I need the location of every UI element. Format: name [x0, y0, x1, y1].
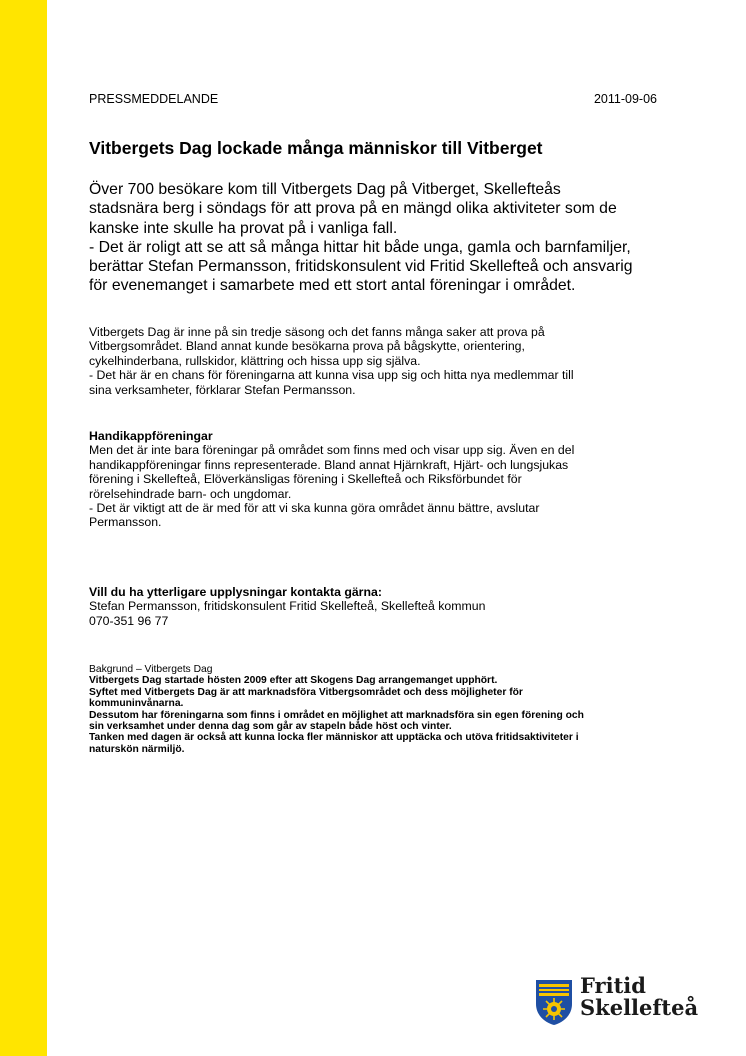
document-header	[89, 92, 657, 106]
lead-line: Över 700 besökare kom till Vitbergets Dag på Vitberget, Skellefteås	[89, 181, 561, 198]
body-line: Vitbergsområdet. Bland annat kunde besökarna prova på bågskytte, orientering,	[89, 339, 525, 354]
lead-paragraph	[89, 180, 659, 296]
lead-line: berättar Stefan Permansson, fritidskonsulent vid Fritid Skellefteå och ansvarig	[89, 258, 633, 276]
document-date: 2011-09-06	[593, 92, 657, 106]
yellow-side-stripe	[0, 0, 47, 1056]
background-line: sin verksamhet under denna dag som går av stapeln både höst och vinter.	[89, 721, 452, 733]
section-line: Men det är inte bara föreningar på området som finns med och visar upp sig. Även en del	[89, 443, 575, 458]
lead-line: stadsnära berg i söndags för att prova på en mängd olika aktiviteter som de	[89, 200, 617, 218]
logo-line-1: Fritid	[580, 973, 646, 998]
body-line: cykelhinderbana, rullskidor, klättring och hissa upp sig själva.	[89, 353, 421, 368]
contact-phone: 070-351 96 77	[89, 613, 169, 628]
background-line: kommuninvånarna.	[89, 698, 184, 710]
background-line: Syftet med Vitbergets Dag är att marknadsföra Vitbergsområdet och dess möjligheter för	[89, 686, 523, 698]
lead-line: - Det är roligt att se att så många hittar hit både unga, gamla och barnfamiljer,	[89, 238, 631, 256]
contact-block	[89, 585, 659, 628]
section-line: - Det är viktigt att de är med för att vi ska kunna göra området ännu bättre, avslutar	[89, 501, 540, 516]
lead-line: kanske inte skulle ha provat på i vanliga fall.	[89, 219, 398, 237]
section-line: handikappföreningar finns representerade. Bland annat Hjärnkraft, Hjärt- och lungsjukas	[89, 457, 569, 472]
background-line: Vitbergets Dag startade hösten 2009 efter att Skogens Dag arrangemanget upphört.	[89, 675, 498, 687]
background-line: naturskön närmiljö.	[89, 743, 185, 755]
contact-person: Stefan Permansson, fritidskonsulent Fritid Skellefteå, Skellefteå kommun	[89, 599, 486, 614]
background-line: Tanken med dagen är också att kunna locka fler människor att upptäcka och utöva fritidsaktiviteter i	[89, 732, 579, 744]
section-line: rörelsehindrade barn- och ungdomar.	[89, 486, 292, 501]
section-handikapp	[89, 429, 659, 530]
section-line: Permansson.	[89, 515, 162, 530]
document-type-label: PRESSMEDDELANDE	[89, 92, 219, 106]
body-line: - Det här är en chans för föreningarna att kunna visa upp sig och hitta nya medlemmar till	[89, 368, 574, 383]
page-title: Vitbergets Dag lockade många människor till Vitberget	[89, 138, 543, 158]
lead-line: för evenemanget i samarbete med ett stort antal föreningar i området.	[89, 277, 576, 295]
section-paragraph	[89, 443, 659, 529]
logo-text	[580, 975, 698, 1019]
body-line: sina verksamheter, förklarar Stefan Permansson.	[89, 382, 356, 397]
section-line: förening i Skellefteå, Elöverkänsligas förening i Skellefteå och Riksförbundet för	[89, 472, 522, 487]
body-paragraph	[89, 325, 659, 397]
coat-of-arms-icon	[534, 978, 574, 1026]
background-label: Bakgrund – Vitbergets Dag	[89, 664, 213, 675]
body-line: Vitbergets Dag är inne på sin tredje säsong och det fanns många saker att prova på	[89, 325, 545, 339]
section-heading: Handikappföreningar	[89, 429, 213, 443]
fritid-skelleftea-logo	[534, 973, 699, 1028]
contact-heading: Vill du ha ytterligare upplysningar kontakta gärna:	[89, 585, 382, 599]
background-block	[89, 664, 699, 755]
logo-line-2: Skellefteå	[580, 995, 699, 1020]
background-line: Dessutom har föreningarna som finns i området en möjlighet att marknadsföra sin egen förening och	[89, 709, 584, 721]
